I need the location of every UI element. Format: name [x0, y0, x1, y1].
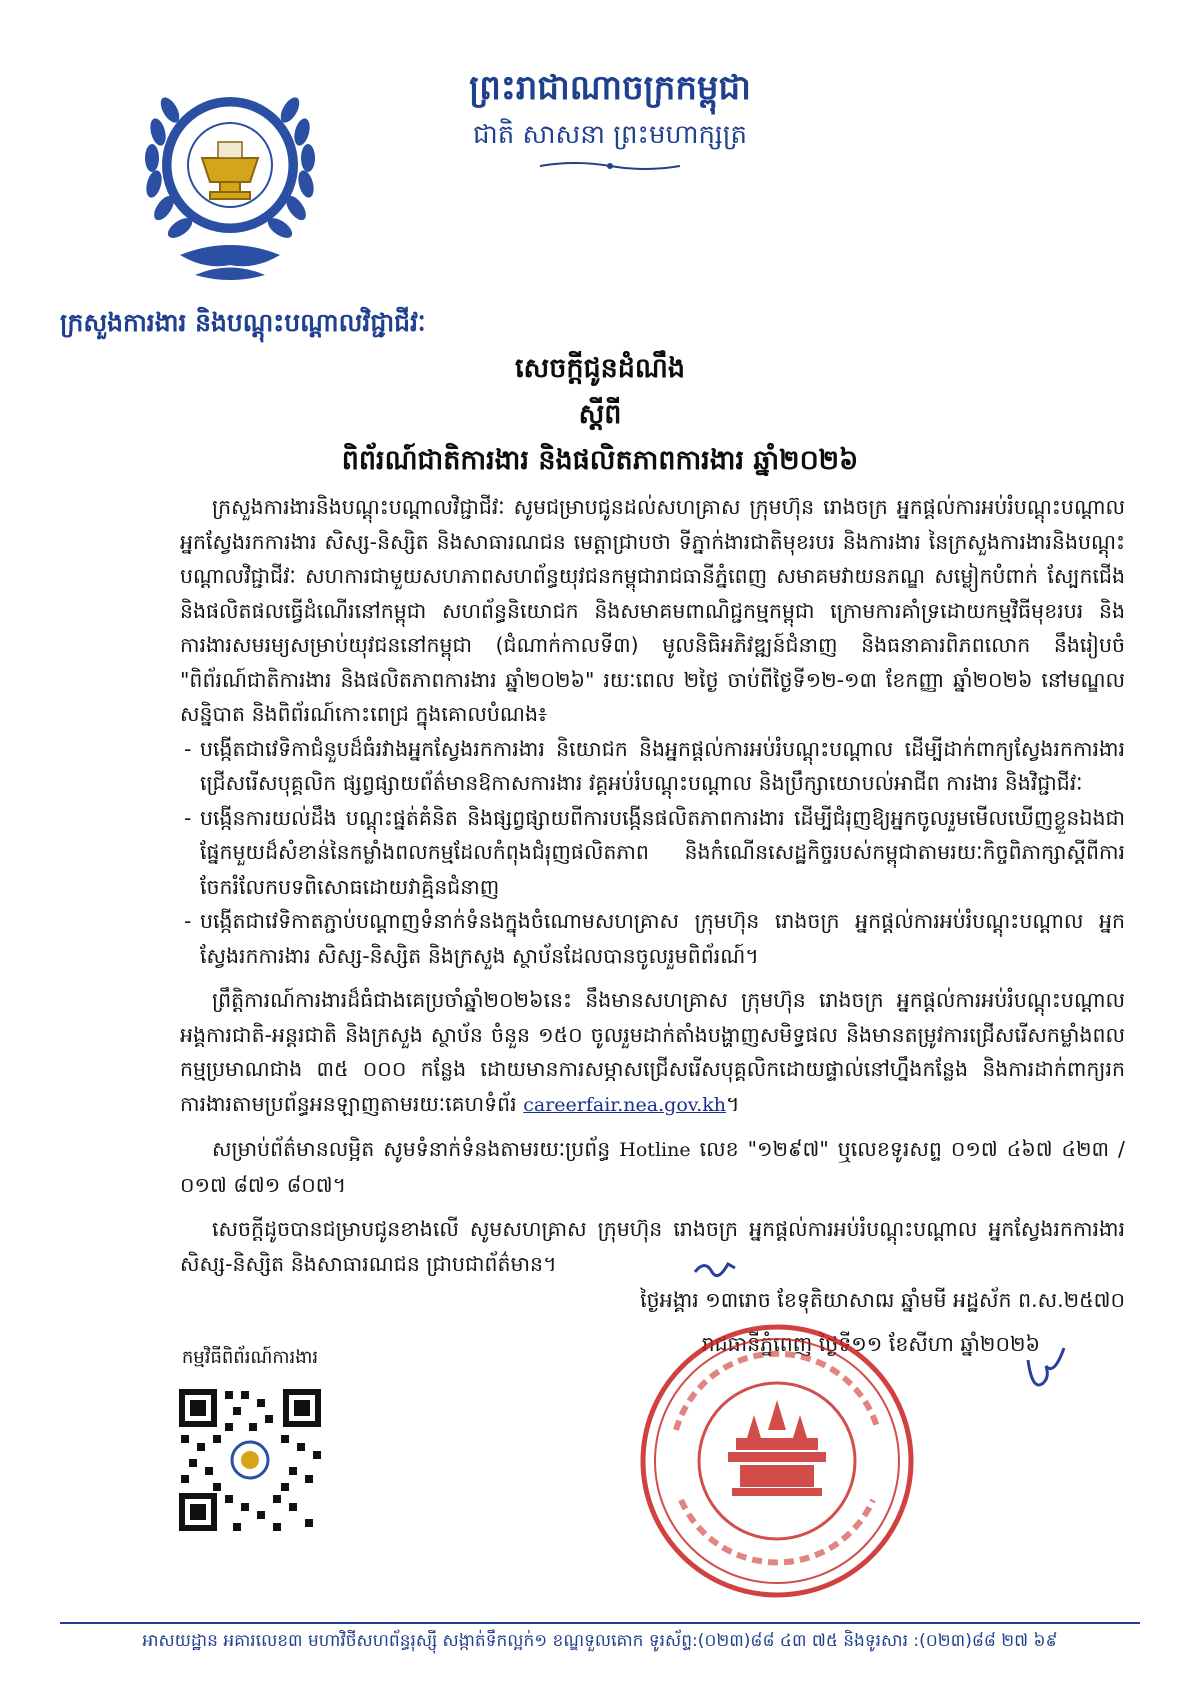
solar-date: រាជធានីភ្នំពេញ ថ្ងៃទី១១ ខែសីហា ឆ្នាំ២០២៦ [701, 1332, 1040, 1356]
list-item: - បង្កើនការយល់ដឹង បណ្តុះផ្នត់គំនិត និងផ្សព្វផ្សាយពីការបង្កើនផលិតភាពការងារ ដើម្បីជំរុញឱ្យអ្នកចូលរួមមើលឃើញខ្លួនឯងជាផ្នែកមួយដ៏សំខាន់នៃកម្លាំងពលកម្មដែលកំពុងជំរុញផលិតភាព និងកំណើនសេដ្ឋកិច្ចរបស់កម្ពុជាតាមរយៈកិច្ចពិភាក្សាស្តីពីការចែករំលែកបទពិសោធដោយវាគ្មិនជំនាញ [180, 801, 1125, 905]
objectives-list [180, 732, 1125, 974]
qr-code-icon[interactable] [175, 1385, 325, 1535]
notice-body [180, 490, 1125, 1281]
contact-text-b: លេខ "១២៩៧" ឬលេខទូរសព្ទ ០១៧ ៤៦៧ ៤២៣ /០១៧ ៨៧១ ៨០៧។ [180, 1137, 1125, 1197]
kingdom-heading: ព្រះរាជាណាចក្រកម្ពុជា [469, 68, 751, 108]
ornament-divider-icon [540, 160, 680, 172]
career-fair-link[interactable]: careerfair.nea.gov.kh [523, 1093, 727, 1116]
lunar-date: ថ្ងៃអង្គារ ១៣រោច ខែទុតិយាសាឍ ឆ្នាំមមី អដ្ឋស័ក ព.ស.២៥៧០ [640, 1288, 1125, 1312]
list-item: - បង្កើតជាវេទិកាជំនួបដ៏ធំរវាងអ្នកស្វែងរកការងារ និយោជក និងអ្នកផ្តល់ការអប់រំបណ្តុះបណ្តាល ដើម្បីដាក់ពាក្យស្វែងរកការងារ ជ្រើសរើសបុគ្គលិក ផ្សព្វផ្សាយព័ត៌មានឱកាសការងារ វគ្គអប់រំបណ្តុះបណ្តាល និងប្រឹក្សាយោបល់អាជីព ការងារ និងវិជ្ជាជីវៈ [180, 732, 1125, 801]
ministry-name: ក្រសួងការងារ និងបណ្តុះបណ្តាលវិជ្ជាជីវៈ [60, 308, 426, 337]
national-motto: ជាតិ សាសនា ព្រះមហាក្សត្រ [473, 120, 747, 150]
signature-icon [1020, 1340, 1070, 1400]
footer-address: អាសយដ្ឋាន អគារលេខ៣ មហាវិថីសហព័ន្ធរុស្ស៊ី សង្កាត់ទឹកល្អក់១ ខណ្ឌទួលគោក ទូរស័ព្ទ:(០២៣)៨៨ ៤៣ ៧៥ និងទូរសារ :(០២៣)៨៨ ២៧ ៦៩ [142, 1631, 1058, 1651]
hotline-word: Hotline [619, 1139, 691, 1161]
event-scale-paragraph [180, 983, 1125, 1122]
intro-paragraph: ក្រសួងការងារនិងបណ្តុះបណ្តាលវិជ្ជាជីវៈ សូមជម្រាបជូនដល់សហគ្រាស ក្រុមហ៊ុន រោងចក្រ អ្នកផ្តល់ការអប់រំបណ្តុះបណ្តាល អ្នកស្វែងរកការងារ សិស្ស-និស្សិត និងសាធារណជន មេត្តាជ្រាបថា ទីភ្នាក់ងារជាតិមុខរបរ និងការងារ នៃក្រសួងការងារនិងបណ្តុះបណ្តាលវិជ្ជាជីវៈ សហការជាមួយសហភាពសហព័ន្ធយុវជនកម្ពុជារាជធានីភ្នំពេញ សមាគមវាយនភណ្ឌ សម្លៀកបំពាក់ ស្បែកជើង និងផលិតផលធ្វើដំណើរនៅកម្ពុជា សហព័ន្ធនិយោជក និងសមាគមពាណិជ្ជកម្មកម្ពុជា ក្រោមការគាំទ្រដោយកម្មវិធីមុខរបរ និងការងារសមរម្យសម្រាប់យុវជននៅកម្ពុជា (ជំណាក់កាលទី៣) មូលនិធិអភិវឌ្ឍន៍ជំនាញ និងធនាគារពិភពលោក នឹងរៀបចំ "ពិព័រណ៍ជាតិការងារ និងផលិតភាពការងារ ឆ្នាំ២០២៦" រយៈពេល ២ថ្ងៃ ចាប់ពីថ្ងៃទី១២-១៣ ខែកញ្ញា ឆ្នាំ២០២៦ នៅមណ្ឌលសន្និបាត និងពិព័រណ៍កោះពេជ្រ ក្នុងគោលបំណង៖ [180, 495, 1125, 726]
ministry-emblem-icon [140, 70, 320, 300]
notice-subject: ពិព័រណ៍ជាតិការងារ និងផលិតភាពការងារ ឆ្នាំ២០២៦ [341, 445, 859, 476]
qr-label: កម្មវិធីពិព័រណ៍ការងារ [181, 1347, 319, 1368]
official-seal-icon [636, 1320, 918, 1602]
footer-divider [60, 1622, 1140, 1624]
notice-title: សេចក្តីជូនដំណឹង [514, 353, 686, 384]
contact-text-a: សម្រាប់ព័ត៌មានលម្អិត សូមទំនាក់ទំនងតាមរយៈប្រព័ន្ធ [212, 1137, 611, 1161]
list-item: - បង្កើតជាវេទិកាតភ្ជាប់បណ្តាញទំនាក់ទំនងក្នុងចំណោមសហគ្រាស ក្រុមហ៊ុន រោងចក្រ អ្នកផ្តល់ការអប់រំបណ្តុះបណ្តាល អ្នកស្វែងរកការងារ សិស្ស-និស្សិត និងក្រសួង ស្ថាប័នដែលបានចូលរួមពិព័រណ៍។ [180, 904, 1125, 973]
initial-mark-icon [690, 1254, 740, 1284]
notice-subject-label: ស្តីពី [578, 399, 622, 430]
sentence-end: ។ [726, 1091, 740, 1116]
event-scale-text: ព្រឹត្តិការណ៍ការងារដ៏ធំជាងគេប្រចាំឆ្នាំ២០២៦នេះ នឹងមានសហគ្រាស ក្រុមហ៊ុន រោងចក្រ អ្នកផ្តល់ការអប់រំបណ្តុះបណ្តាល អង្គការជាតិ-អន្តរជាតិ និងក្រសួង ស្ថាប័ន ចំនួន ១៥០ ចូលរួមដាក់តាំងបង្ហាញសមិទ្ធផល និងមានតម្រូវការជ្រើសរើសកម្លាំងពលកម្មប្រមាណជាង ៣៥ ០០០ កន្លែង ដោយមានការសម្ភាសជ្រើសរើសបុគ្គលិកដោយផ្ទាល់នៅហ្នឹងកន្លែង និងការដាក់ពាក្យរកការងារតាមប្រព័ន្ធអនឡាញតាមរយៈគេហទំព័រ [180, 988, 1125, 1116]
closing-paragraph: សេចក្តីដូចបានជម្រាបជូនខាងលើ សូមសហគ្រាស ក្រុមហ៊ុន រោងចក្រ អ្នកផ្តល់ការអប់រំបណ្តុះបណ្តាល អ្នកស្វែងរកការងារ សិស្ស-និស្សិត និងសាធារណជន ជ្រាបជាព័ត៌មាន។ [180, 1217, 1125, 1276]
contact-paragraph [180, 1132, 1125, 1202]
